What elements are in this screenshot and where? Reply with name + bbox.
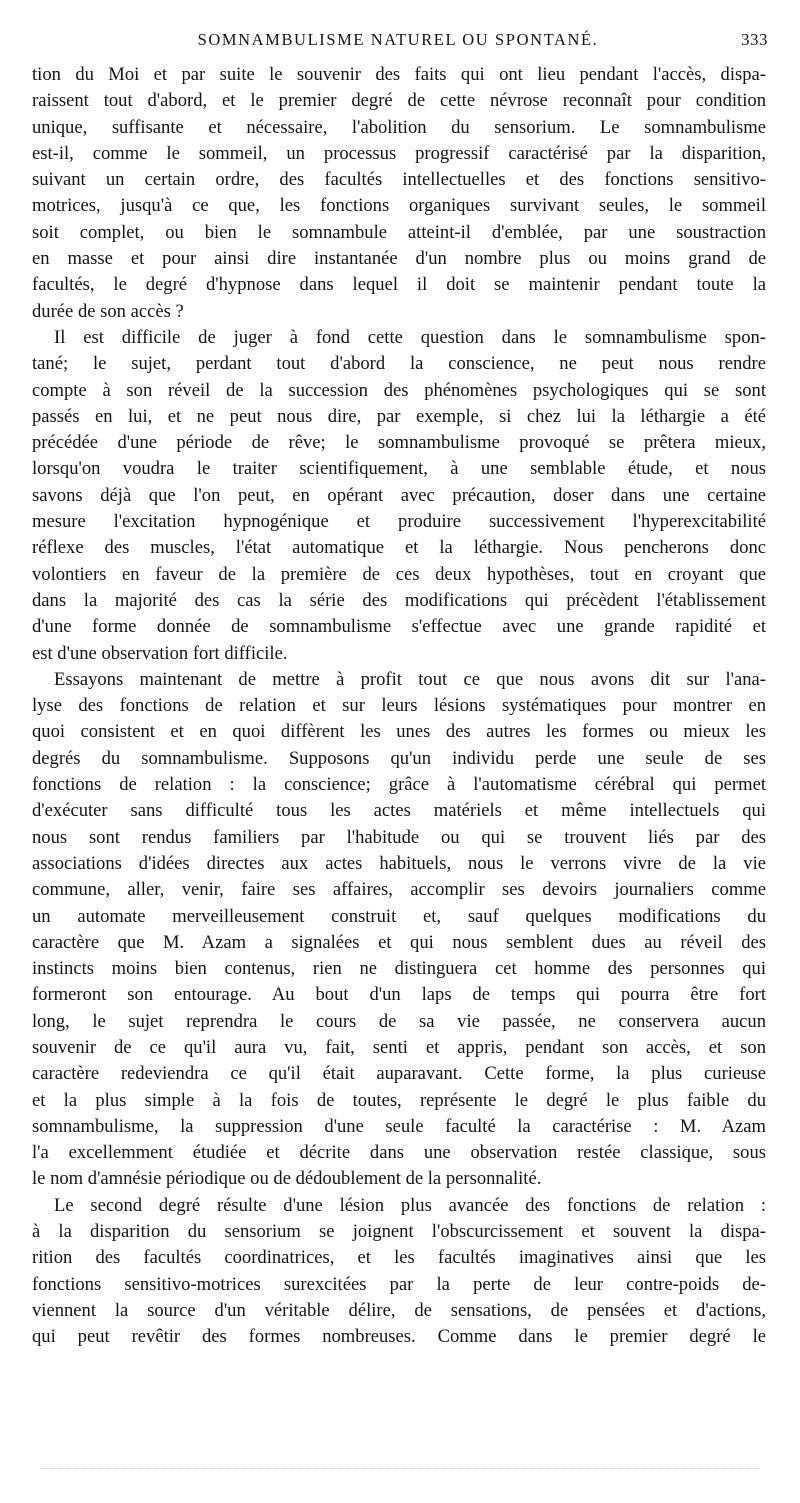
text-line: raissent tout d'abord, et le premier degré de cette névrose reconnaît pour condition: [32, 90, 766, 112]
text-line: viennent la source d'un véritable délire, de sensations, de pensées et d'actions,: [32, 1299, 766, 1321]
text-line: tion du Moi et par suite le souvenir des faits qui ont lieu pendant l'accès, dispa-: [32, 64, 766, 85]
text-line: tané; le sujet, perdant tout d'abord la conscience, ne peut nous rendre: [32, 353, 766, 375]
text-line: caractère que M. Azam a signalées et qui nous semblent dues au réveil des: [32, 931, 766, 953]
page-number: 333: [741, 30, 768, 49]
text-line: lyse des fonctions de relation et sur leurs lésions systématiques pour montrer en: [32, 695, 766, 717]
text-line: est d'une observation fort difficile.: [32, 642, 288, 664]
text-line: le nom d'amnésie périodique ou de dédoublement de la personnalité.: [32, 1168, 542, 1190]
text-line: un automate merveilleusement construit et, sauf quelques modifications du: [32, 905, 766, 927]
paragraph-start-line: Essayons maintenant de mettre à profit tout ce que nous avons dit sur l'ana-: [54, 668, 766, 690]
text-line: qui peut revêtir des formes nombreuses. Comme dans le premier degré le: [32, 1326, 766, 1348]
text-line: d'exécuter sans difficulté tous les actes matériels et même intellectuels qui: [32, 800, 766, 822]
running-title: SOMNAMBULISME NATUREL OU SPONTANÉ.: [197, 30, 599, 49]
text-line: motrices, jusqu'à ce que, les fonctions organiques survivant seules, le sommeil: [32, 195, 766, 217]
text-line: rition des facultés coordinatrices, et les facultés imaginatives ainsi que les: [32, 1247, 766, 1269]
body-text: [32, 62, 766, 1351]
text-line: commune, aller, venir, faire ses affaires, accomplir ses devoirs journaliers comme: [32, 879, 766, 901]
text-line: passés en lui, et ne peut nous dire, par exemple, si chez lui la léthargie a été: [32, 405, 766, 427]
text-line: précédée d'une période de rêve; le somnambulisme provoqué se prêtera mieux,: [32, 432, 766, 454]
text-line: long, le sujet reprendra le cours de sa vie passée, ne conservera aucun: [32, 1010, 766, 1032]
text-line: en masse et pour ainsi dire instantanée d'un nombre plus ou moins grand de: [32, 248, 766, 270]
text-line: somnambulisme, la suppression d'une seule faculté la caractérise : M. Azam: [32, 1115, 766, 1137]
text-line: nous sont rendus familiers par l'habitude ou qui se trouvent liés par des: [32, 826, 766, 848]
text-line: degrés du somnambulisme. Supposons qu'un individu perde une seule de ses: [32, 747, 766, 769]
text-line: associations d'idées directes aux actes habituels, nous le verrons vivre de la vie: [32, 852, 766, 874]
running-head: [28, 30, 768, 56]
text-line: réflexe des muscles, l'état automatique et la léthargie. Nous pencherons donc: [32, 537, 766, 559]
text-line: mesure l'excitation hypnogénique et produire successivement l'hyperexcitabilité: [32, 511, 766, 533]
text-line: savons déjà que l'on peut, en opérant avec précaution, doser dans une certaine: [32, 484, 766, 506]
text-line: caractère redeviendra ce qu'il était auparavant. Cette forme, la plus curieuse: [32, 1063, 766, 1085]
bottom-rule: [40, 1468, 760, 1469]
text-line: dans la majorité des cas la série des modifications qui précèdent l'établissement: [32, 589, 766, 611]
text-line: l'a excellemment étudiée et décrite dans une observation restée classique, sous: [32, 1142, 766, 1164]
text-line: volontiers en faveur de la première de ces deux hypothèses, tout en croyant que: [32, 563, 766, 585]
text-line: formeront son entourage. Au bout d'un laps de temps qui pourra être fort: [32, 984, 766, 1006]
text-line: est-il, comme le sommeil, un processus progressif caractérisé par la disparition,: [32, 142, 766, 164]
text-line: facultés, le degré d'hypnose dans lequel il doit se maintenir pendant toute la: [32, 274, 766, 296]
text-line: instincts moins bien contenus, rien ne distinguera cet homme des personnes qui: [32, 958, 766, 980]
paragraph-start-line: Il est difficile de juger à fond cette question dans le somnambulisme spon-: [54, 326, 766, 348]
text-line: suivant un certain ordre, des facultés intellectuelles et des fonctions sensitivo-: [32, 169, 766, 191]
text-line: fonctions de relation : la conscience; grâce à l'automatisme cérébral qui permet: [32, 774, 766, 796]
text-line: compte à son réveil de la succession des phénomènes psychologiques qui se sont: [32, 379, 766, 401]
text-line: quoi consistent et en quoi diffèrent les unes des autres les formes ou mieux les: [32, 721, 766, 743]
text-line: durée de son accès ?: [32, 300, 184, 322]
text-line: et la plus simple à la fois de toutes, représente le degré le plus faible du: [32, 1089, 766, 1111]
text-line: lorsqu'on voudra le traiter scientifiquement, à une semblable étude, et nous: [32, 458, 766, 480]
text-line: souvenir de ce qu'il aura vu, fait, senti et appris, pendant son accès, et son: [32, 1036, 766, 1058]
paragraph-start-line: Le second degré résulte d'une lésion plus avancée des fonctions de relation :: [54, 1194, 766, 1216]
text-line: soit complet, ou bien le somnambule atteint-il d'emblée, par une soustraction: [32, 221, 766, 243]
text-line: fonctions sensitivo-motrices surexcitées par la perte de leur contre-poids de-: [32, 1273, 766, 1295]
text-line: d'une forme donnée de somnambulisme s'effectue avec une grande rapidité et: [32, 616, 766, 638]
text-line: à la disparition du sensorium se joignent l'obscurcissement et souvent la dispa-: [32, 1221, 766, 1243]
text-line: unique, suffisante et nécessaire, l'abolition du sensorium. Le somnambulisme: [32, 116, 766, 138]
